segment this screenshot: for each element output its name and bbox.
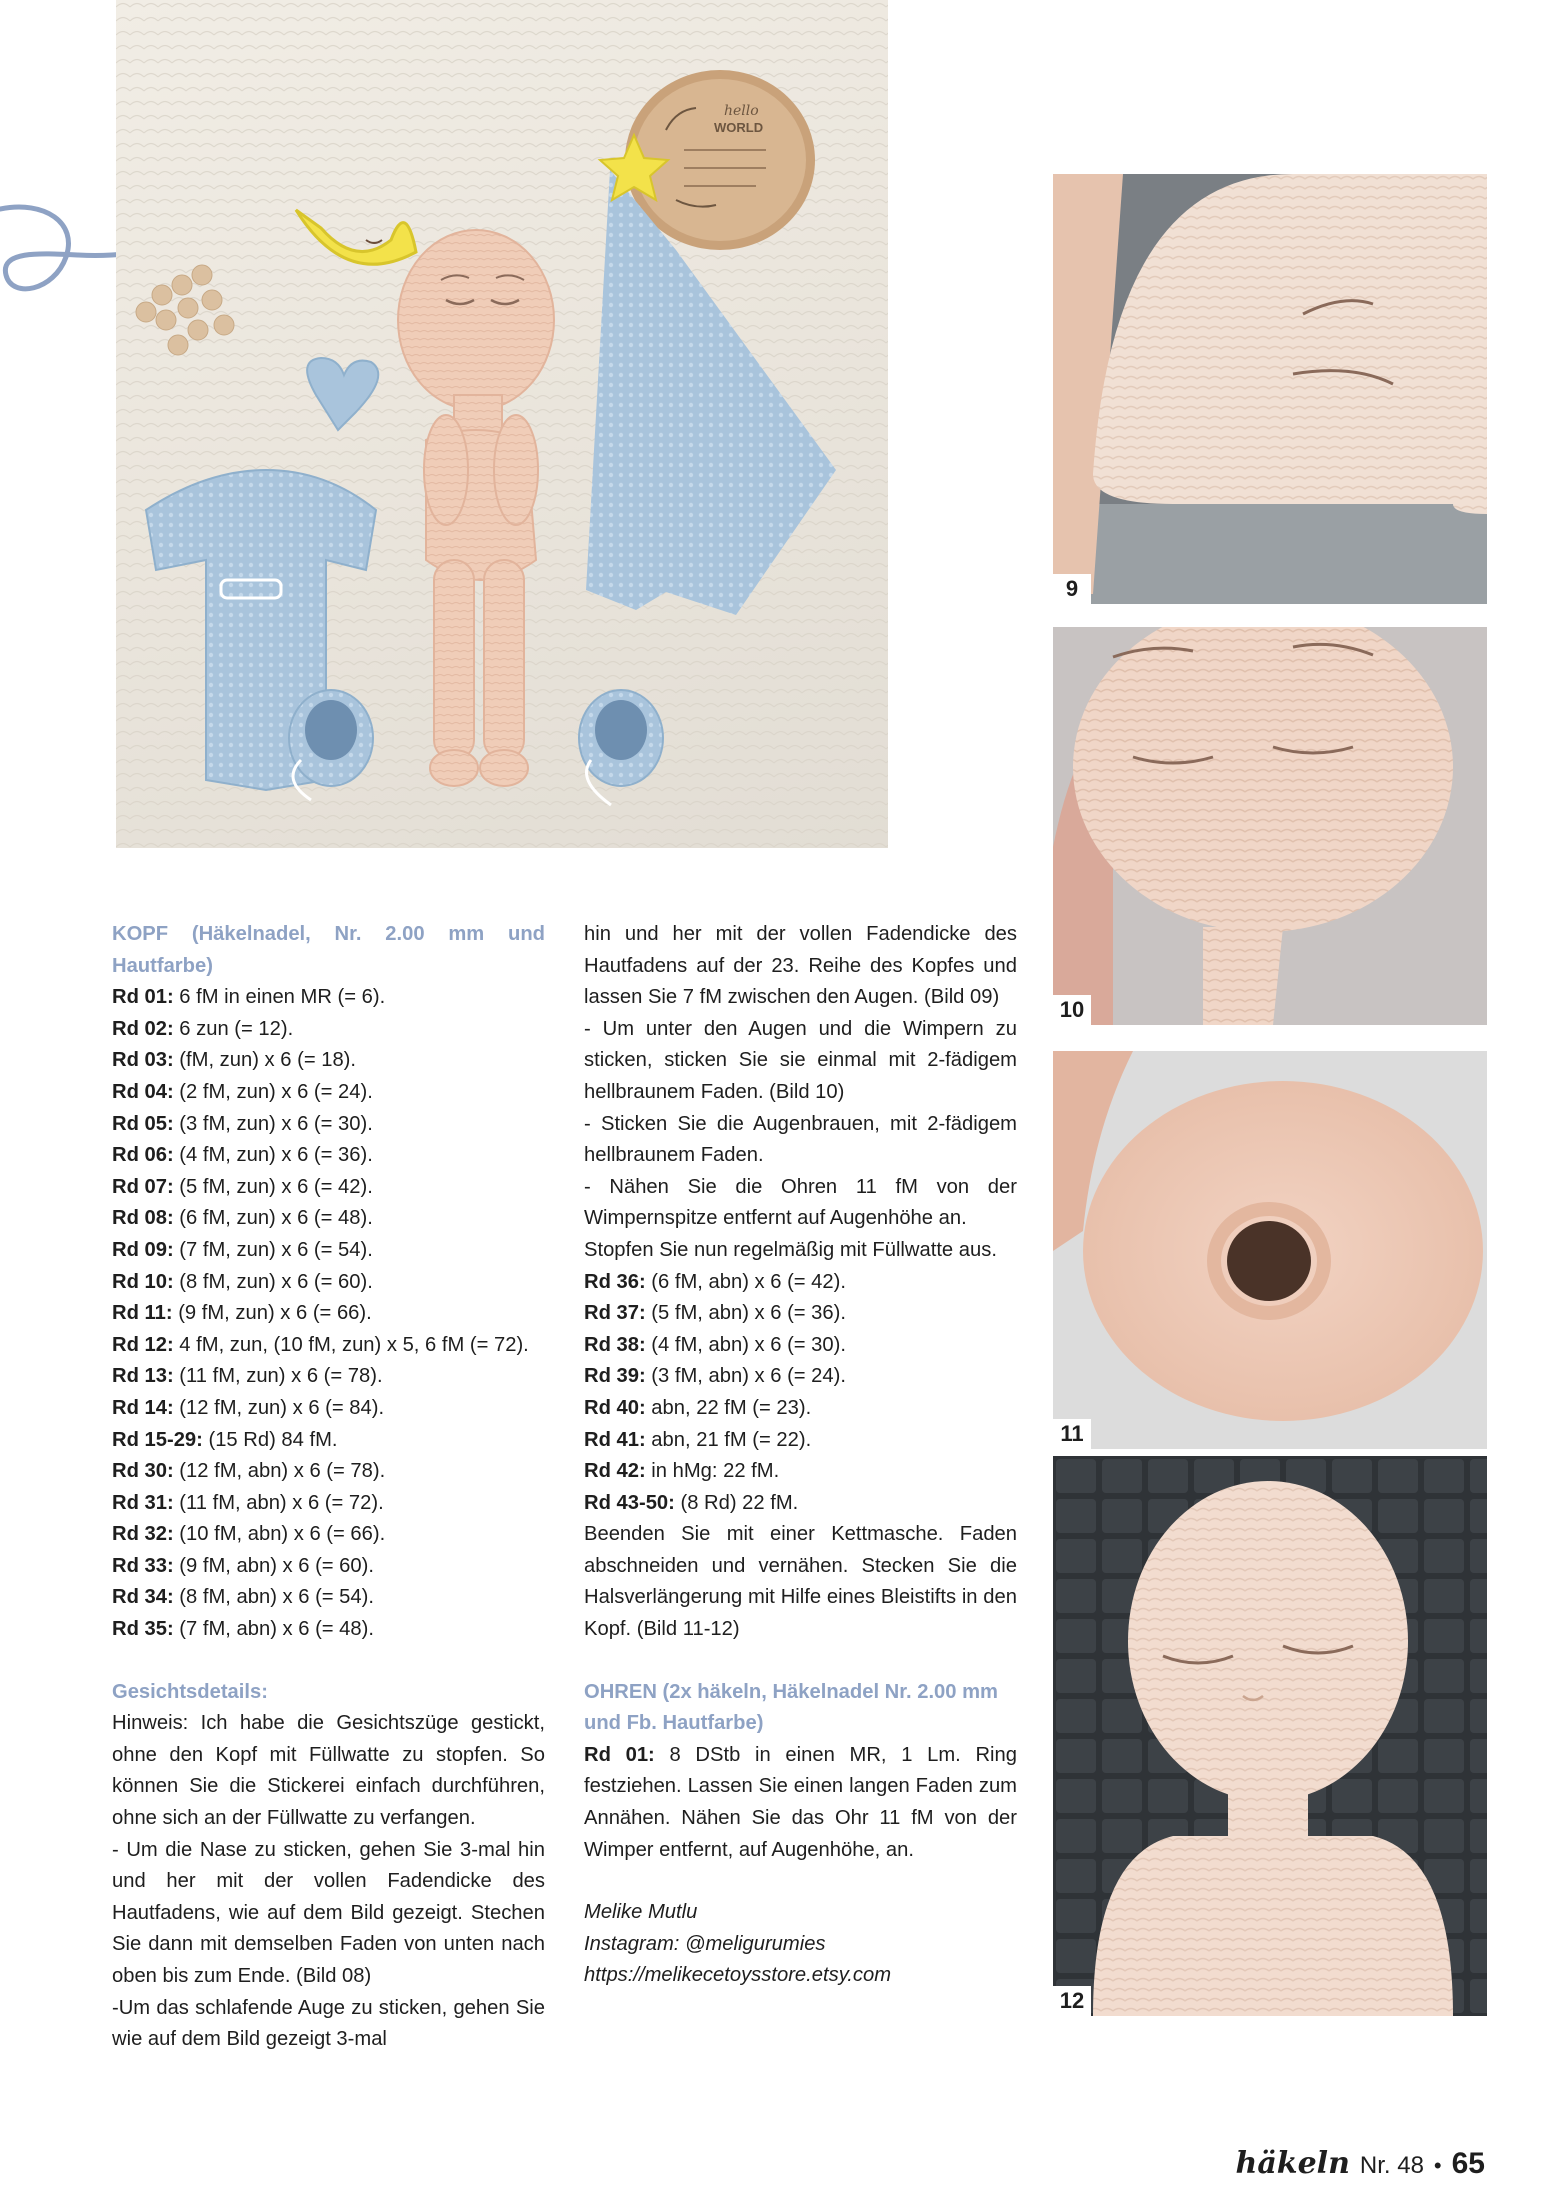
row-label: Rd 07: — [112, 1175, 174, 1198]
right-paragraph-1: hin und her mit der vollen Fadendicke des Hautfadens auf der 23. Reihe des Kopfes und lassen Sie 7 fM zwischen den Augen. (Bild 09) — [584, 923, 1017, 1009]
row-label: Rd 41: — [584, 1428, 646, 1451]
row-text: (12 fM, zun) x 6 (= 84). — [173, 1396, 385, 1419]
gesicht-paragraph-1: Hinweis: Ich habe die Gesichtszüge gestickt, ohne den Kopf mit Füllwatte zu stopfen. So können Sie die Stickerei einfach durchführen, ohne sich an der Füllwatte zu verfangen. — [112, 1712, 545, 1830]
row-text: (12 fM, abn) x 6 (= 78). — [173, 1460, 386, 1483]
page-number: 65 — [1451, 2147, 1485, 2180]
kopf-rows — [112, 982, 545, 1645]
ohren-row-label: Rd 01: — [584, 1743, 655, 1766]
step-photo-9 — [1053, 174, 1487, 604]
row — [112, 1203, 545, 1235]
step-number-12: 12 — [1053, 1986, 1091, 2016]
row-label: Rd 39: — [584, 1365, 646, 1388]
right-paragraph-6: Beenden Sie mit einer Kettmasche. Faden abschneiden und vernähen. Stecken Sie die Halsverlängerung mit Hilfe eines Bleistifts in den Kopf. (Bild 11-12) — [584, 1523, 1017, 1641]
right-paragraph-5: Stopfen Sie nun regelmäßig mit Füllwatte aus. — [584, 1238, 997, 1261]
row — [112, 1235, 545, 1267]
step-number-10: 10 — [1053, 995, 1091, 1025]
page-footer — [1236, 2146, 1485, 2181]
row-text: (15 Rd) 84 fM. — [202, 1428, 338, 1451]
row-text: (fM, zun) x 6 (= 18). — [173, 1049, 357, 1072]
row — [584, 1425, 1017, 1457]
row-text: 6 zun (= 12). — [173, 1017, 294, 1040]
row-text: 4 fM, zun, (10 fM, zun) x 5, 6 fM (= 72). — [173, 1333, 529, 1356]
kopf-heading: KOPF (Häkelnadel, Nr. 2.00 mm und Hautfarbe) — [112, 923, 545, 977]
row — [584, 1488, 1017, 1520]
row-label: Rd 43-50: — [584, 1491, 675, 1514]
row — [584, 1456, 1017, 1488]
row-label: Rd 38: — [584, 1333, 646, 1356]
right-paragraph-2: - Um unter den Augen und die Wimpern zu sticken, sticken Sie sie einmal mit 2-fädigem hellbraunem Faden. (Bild 10) — [584, 1017, 1017, 1103]
row-text: (11 fM, abn) x 6 (= 72). — [173, 1491, 384, 1514]
right-paragraph-4: - Nähen Sie die Ohren 11 fM von der Wimpernspitze entfernt auf Augenhöhe an. — [584, 1175, 1017, 1230]
row-label: Rd 36: — [584, 1270, 646, 1293]
row — [584, 1267, 1017, 1299]
row-text: (5 fM, abn) x 6 (= 36). — [645, 1302, 846, 1325]
row-text: (11 fM, zun) x 6 (= 78). — [173, 1365, 383, 1388]
row-text: (7 fM, abn) x 6 (= 48). — [173, 1618, 374, 1641]
row-label: Rd 33: — [112, 1554, 174, 1577]
gesichtsdetails-heading: Gesichtsdetails: — [112, 1680, 268, 1703]
gesicht-paragraph-3: -Um das schlafende Auge zu sticken, gehen Sie wie auf dem Bild gezeigt 3-mal — [112, 1996, 545, 2051]
row — [112, 1488, 545, 1520]
step-number-9: 9 — [1053, 574, 1091, 604]
row-label: Rd 03: — [112, 1049, 174, 1072]
row — [112, 1393, 545, 1425]
ohren-row-text: 8 DStb in einen MR, 1 Lm. Ring festziehen. Lassen Sie einen langen Faden zum Annähen. Nähen Sie das Ohr 11 fM von der Wimper entfernt, auf Augenhöhe, an. — [584, 1743, 1017, 1861]
row-text: (6 fM, zun) x 6 (= 48). — [173, 1207, 373, 1230]
row-text: (8 fM, abn) x 6 (= 54). — [173, 1586, 374, 1609]
row-text: (4 fM, abn) x 6 (= 30). — [645, 1333, 846, 1356]
row-label: Rd 14: — [112, 1396, 174, 1419]
row-label: Rd 11: — [112, 1302, 173, 1325]
row-text: (3 fM, zun) x 6 (= 30). — [173, 1112, 373, 1135]
row — [112, 1109, 545, 1141]
row-label: Rd 09: — [112, 1238, 174, 1261]
magazine-name: häkeln — [1235, 2146, 1350, 2181]
row — [112, 1519, 545, 1551]
row — [112, 1045, 545, 1077]
row-label: Rd 31: — [112, 1491, 174, 1514]
row — [584, 1330, 1017, 1362]
row — [112, 1267, 545, 1299]
row-text: in hMg: 22 fM. — [645, 1460, 780, 1483]
step-photo-10 — [1053, 627, 1487, 1025]
row — [584, 1393, 1017, 1425]
row-text: (5 fM, zun) x 6 (= 42). — [173, 1175, 373, 1198]
right-paragraph-3: - Sticken Sie die Augenbrauen, mit 2-fädigem hellbraunem Faden. — [584, 1112, 1017, 1167]
ohren-row — [584, 1740, 1017, 1866]
text-column-left — [112, 919, 545, 2056]
main-photo-amigurumi-set — [116, 0, 888, 848]
row-text: abn, 22 fM (= 23). — [645, 1396, 812, 1419]
wooden-sign-text-2: WORLD — [714, 120, 764, 135]
row-label: Rd 37: — [584, 1302, 646, 1325]
issue-number: Nr. 48 — [1359, 2152, 1424, 2179]
row — [112, 1456, 545, 1488]
row-label: Rd 42: — [584, 1460, 646, 1483]
credit-author: Melike Mutlu — [584, 1901, 698, 1924]
row — [112, 1077, 545, 1109]
row-text: (6 fM, abn) x 6 (= 42). — [645, 1270, 846, 1293]
row — [112, 1298, 545, 1330]
row-label: Rd 30: — [112, 1460, 174, 1483]
row-text: (10 fM, abn) x 6 (= 66). — [173, 1523, 386, 1546]
row-label: Rd 04: — [112, 1080, 174, 1103]
row — [112, 1425, 545, 1457]
row-label: Rd 05: — [112, 1112, 174, 1135]
row-text: (4 fM, zun) x 6 (= 36). — [173, 1144, 373, 1167]
row-label: Rd 15-29: — [112, 1428, 203, 1451]
row — [112, 1582, 545, 1614]
row — [584, 1361, 1017, 1393]
gesicht-paragraph-2: - Um die Nase zu sticken, gehen Sie 3-mal hin und her mit der vollen Fadendicke des Hautfadens, wie auf dem Bild gezeigt. Stechen Sie dann mit demselben Faden von unten nach oben bis zum Ende. (Bild 08) — [112, 1838, 545, 1987]
step-photo-11 — [1053, 1051, 1487, 1449]
row — [112, 982, 545, 1014]
right-rows — [584, 1267, 1017, 1520]
footer-separator: • — [1433, 2153, 1442, 2178]
row-label: Rd 08: — [112, 1207, 174, 1230]
row-label: Rd 12: — [112, 1333, 174, 1356]
row-label: Rd 35: — [112, 1618, 174, 1641]
row-text: 6 fM in einen MR (= 6). — [173, 986, 386, 1009]
text-column-right — [584, 919, 1017, 1992]
row-label: Rd 13: — [112, 1365, 174, 1388]
row — [112, 1551, 545, 1583]
step-photo-12 — [1053, 1456, 1487, 2016]
credit-url[interactable]: https://melikecetoysstore.etsy.com — [584, 1964, 892, 1987]
row-text: (9 fM, zun) x 6 (= 66). — [172, 1302, 372, 1325]
wooden-sign-text-1: hello — [724, 103, 759, 119]
row — [584, 1298, 1017, 1330]
row — [112, 1140, 545, 1172]
row-text: abn, 21 fM (= 22). — [645, 1428, 812, 1451]
row-label: Rd 34: — [112, 1586, 174, 1609]
row — [112, 1330, 545, 1362]
row-text: (7 fM, zun) x 6 (= 54). — [173, 1238, 373, 1261]
step-number-11: 11 — [1053, 1419, 1091, 1449]
row — [112, 1614, 545, 1646]
row-text: (2 fM, zun) x 6 (= 24). — [173, 1080, 373, 1103]
ohren-heading: OHREN (2x häkeln, Häkelnadel Nr. 2.00 mm und Fb. Hautfarbe) — [584, 1680, 999, 1735]
row-text: (8 fM, zun) x 6 (= 60). — [173, 1270, 373, 1293]
row-label: Rd 01: — [112, 986, 174, 1009]
credit-instagram[interactable]: Instagram: @meligurumies — [584, 1932, 826, 1955]
row-text: (9 fM, abn) x 6 (= 60). — [173, 1554, 374, 1577]
row-label: Rd 40: — [584, 1396, 646, 1419]
row-text: (3 fM, abn) x 6 (= 24). — [645, 1365, 846, 1388]
row-label: Rd 10: — [112, 1270, 174, 1293]
row-label: Rd 02: — [112, 1017, 174, 1040]
row — [112, 1014, 545, 1046]
row-label: Rd 32: — [112, 1523, 174, 1546]
row — [112, 1361, 545, 1393]
row-label: Rd 06: — [112, 1144, 174, 1167]
row-text: (8 Rd) 22 fM. — [674, 1491, 799, 1514]
row — [112, 1172, 545, 1204]
